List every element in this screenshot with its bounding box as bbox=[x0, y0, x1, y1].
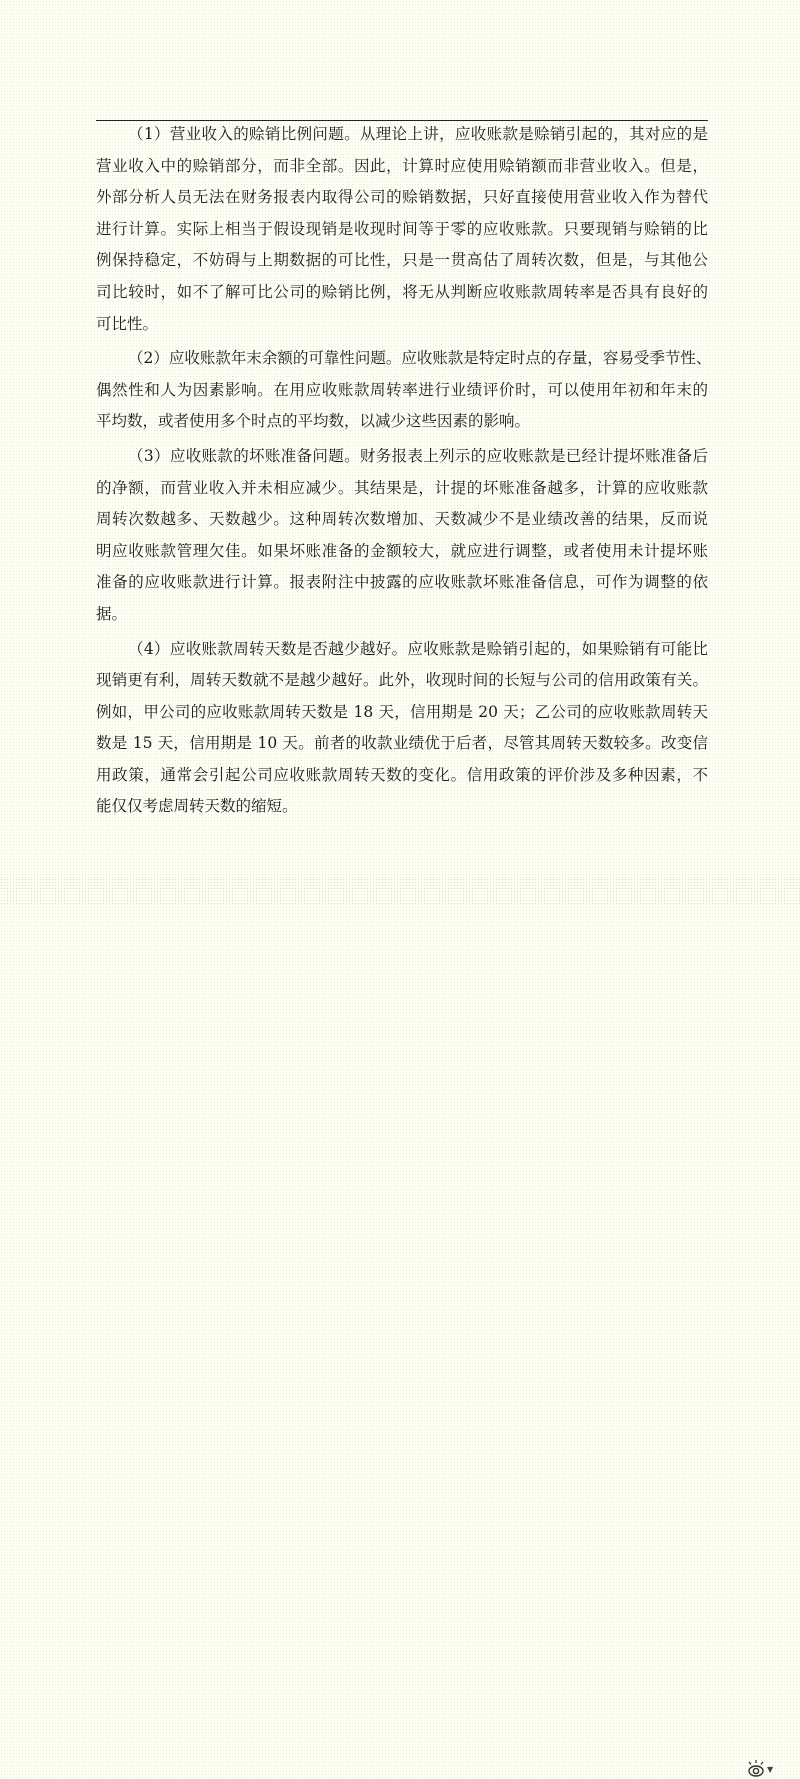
text-line: 例如，甲公司的应收账款周转天数是 18 天，信用期是 20 天；乙公司的应收账款周转天 bbox=[96, 702, 708, 721]
text-line: 进行计算。实际上相当于假设现销是收现时间等于零的应收账款。只要现销与赊销的比 bbox=[96, 219, 708, 238]
chevron-down-icon[interactable]: ▼ bbox=[767, 1765, 774, 1774]
text-line: 现销更有利，周转天数就不是越少越好。此外，收现时间的长短与公司的信用政策有关。 bbox=[96, 671, 708, 690]
text-line: 营业收入中的赊销部分，而非全部。因此，计算时应使用赊销额而非营业收入。但是， bbox=[96, 156, 708, 175]
viewer-toolbar bbox=[0, 878, 800, 1774]
text-line: 数是 15 天，信用期是 10 天。前者的收款业绩优于后者，尽管其周转天数较多。改变信 bbox=[96, 734, 708, 753]
text-line: （2）应收账款年末余额的可靠性问题。应收账款是特定时点的存量，容易受季节性、 bbox=[128, 349, 712, 368]
paragraph bbox=[96, 119, 708, 340]
text-line: （4）应收账款周转天数是否越少越好。应收账款是赊销引起的，如果赊销有可能比 bbox=[128, 639, 708, 658]
paragraph bbox=[96, 441, 708, 631]
document-body bbox=[96, 119, 712, 826]
text-line: 例保持稳定，不妨碍与上期数据的可比性，只是一贯高估了周转次数，但是，与其他公 bbox=[96, 251, 708, 270]
text-line: 周转次数越多、天数越少。这种周转次数增加、天数减少不是业绩改善的结果，反而说 bbox=[96, 510, 708, 529]
text-line: 偶然性和人为因素影响。在用应收账款周转率进行业绩评价时，可以使用年初和年末的 bbox=[96, 380, 708, 399]
text-line: 准备的应收账款进行计算。报表附注中披露的应收账款坏账准备信息，可作为调整的依 bbox=[96, 573, 708, 592]
text-line: 司比较时，如不了解可比公司的赊销比例，将无从判断应收账款周转率是否具有良好的 bbox=[96, 282, 708, 301]
paragraph bbox=[96, 634, 708, 824]
text-line: （3）应收账款的坏账准备问题。财务报表上列示的应收账款是已经计提坏账准备后 bbox=[128, 446, 708, 465]
text-line: 据。 bbox=[96, 604, 128, 623]
text-line: 外部分析人员无法在财务报表内取得公司的赊销数据，只好直接使用营业收入作为替代 bbox=[96, 188, 708, 207]
text-line: 的净额，而营业收入并未相应减少。其结果是，计提的坏账准备越多，计算的应收账款 bbox=[96, 478, 708, 497]
text-line: （1）营业收入的赊销比例问题。从理论上讲，应收账款是赊销引起的，其对应的是 bbox=[128, 125, 708, 143]
text-line: 明应收账款管理欠佳。如果坏账准备的金额较大，就应进行调整，或者使用未计提坏账 bbox=[96, 541, 708, 560]
text-line: 能仅仅考虑周转天数的缩短。 bbox=[96, 797, 298, 816]
paragraph bbox=[96, 343, 712, 438]
text-line: 可比性。 bbox=[96, 314, 159, 333]
eye-view-icon[interactable] bbox=[745, 1759, 767, 1779]
text-line: 平均数，或者使用多个时点的平均数，以减少这些因素的影响。 bbox=[96, 412, 531, 431]
text-line: 用政策，通常会引起公司应收账款周转天数的变化。信用政策的评价涉及多种因素，不 bbox=[96, 765, 708, 784]
